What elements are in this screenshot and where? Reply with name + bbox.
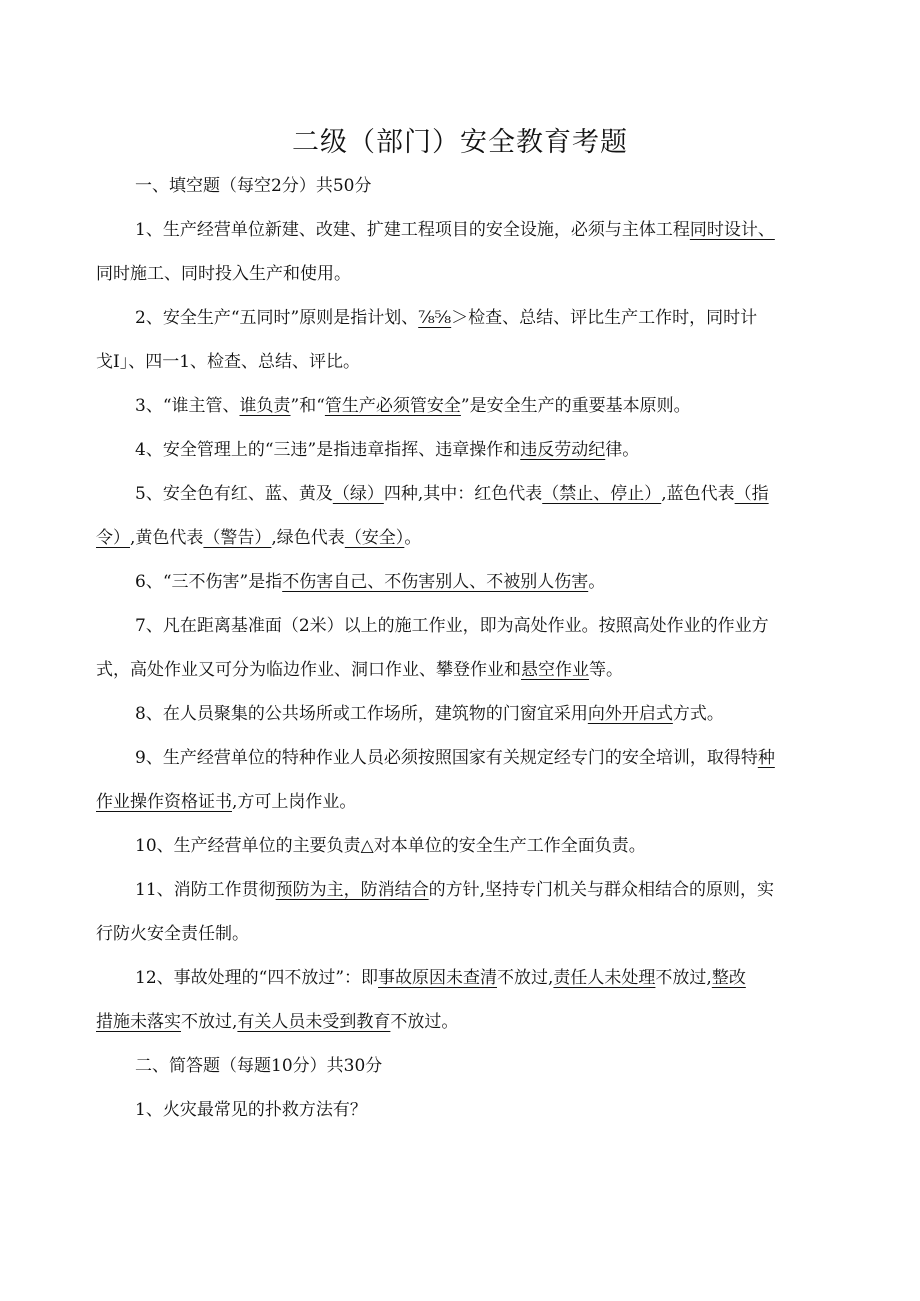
question-11-line-1: 11、消防工作贯彻预防为主，防消结合的方针,坚持专门机关与群众相结合的原则，实 [135,880,775,900]
answer-blank: （禁止、停止） [542,484,662,504]
answer-blank: 同时设计、 [689,220,775,240]
answer-blank: 种 [757,748,775,768]
answer-blank: 不伤害自己、不伤害别人、不被别人伤害 [282,572,589,592]
short-question-1: 1、火灾最常见的扑救方法有？ [135,1100,367,1120]
question-7-line-1: 7、凡在距离基准面（2米）以上的施工作业，即为高处作业。按照高处作业的作业方 [135,616,769,636]
answer-blank: 悬空作业 [521,660,589,680]
answer-blank: 有关人员未受到教育 [237,1012,391,1032]
page-title: 二级（部门）安全教育考题 [292,127,628,158]
question-3-line-1: 3、“谁主管、谁负责”和“管生产必须管安全”是安全生产的重要基本原则。 [135,396,691,416]
answer-blank: 作业操作资格证书 [96,792,232,812]
question-10-line-1: 10、生产经营单位的主要负责△对本单位的安全生产工作全面负责。 [135,836,646,856]
answer-blank: （安全） [344,528,405,548]
question-11-line-2: 行防火安全责任制。 [96,924,249,944]
section-short-answer-header: 二、简答题（每题10分）共30分 [135,1056,383,1076]
question-2-line-1: 2、安全生产“五同时”原则是指计划、⅞⅝＞检查、总结、评比生产工作时，同时计 [135,308,758,328]
question-9-line-1: 9、生产经营单位的特种作业人员必须按照国家有关规定经专门的安全培训，取得特种 [135,748,775,768]
question-6-line-1: 6、“三不伤害”是指不伤害自己、不伤害别人、不被别人伤害。 [135,572,606,592]
answer-blank: 责任人未处理 [553,968,656,988]
answer-blank: 整改 [711,968,746,988]
question-2-line-2: 戈I」、四一1、检查、总结、评比。 [96,352,361,372]
question-12-line-1: 12、事故处理的“四不放过”：即事故原因未查清不放过,责任人未处理不放过,整改 [135,968,746,988]
answer-blank: 违反劳动纪 [520,440,606,460]
question-8-line-1: 8、在人员聚集的公共场所或工作场所，建筑物的门窗宜采用向外开启式方式。 [135,704,724,724]
answer-blank: ⅞⅝ [418,308,452,328]
question-5-line-1: 5、安全色有红、蓝、黄及（绿）四种,其中：红色代表（禁止、停止）,蓝色代表（指 [135,484,769,504]
answer-blank: 措施未落实 [96,1012,181,1032]
answer-blank: （绿） [332,484,384,504]
question-5-line-2: 令）,黄色代表（警告）,绿色代表（安全）。 [96,528,422,548]
answer-blank: （指 [734,484,769,504]
question-1-line-1: 1、生产经营单位新建、改建、扩建工程项目的安全设施，必须与主体工程同时设计、 [135,220,775,240]
question-4-line-1: 4、安全管理上的“三违”是指违章指挥、违章操作和违反劳动纪律。 [135,440,640,460]
section-fill-blank-header: 一、填空题（每空2分）共50分 [135,176,372,196]
question-12-line-2: 措施未落实不放过,有关人员未受到教育不放过。 [96,1012,459,1032]
answer-blank: 谁负责 [239,396,291,416]
answer-blank: 管生产必须管安全 [324,396,461,416]
answer-blank: 向外开启式 [587,704,673,724]
question-1-line-2: 同时施工、同时投入生产和使用。 [96,264,351,284]
answer-blank: 事故原因未查清 [378,968,498,988]
answer-blank: （警告） [203,528,272,548]
question-7-line-2: 式，高处作业又可分为临边作业、洞口作业、攀登作业和悬空作业等。 [96,660,623,680]
answer-blank: 令） [96,528,130,548]
answer-blank: 预防为主，防消结合 [275,880,429,900]
question-9-line-2: 作业操作资格证书,方可上岗作业。 [96,792,357,812]
